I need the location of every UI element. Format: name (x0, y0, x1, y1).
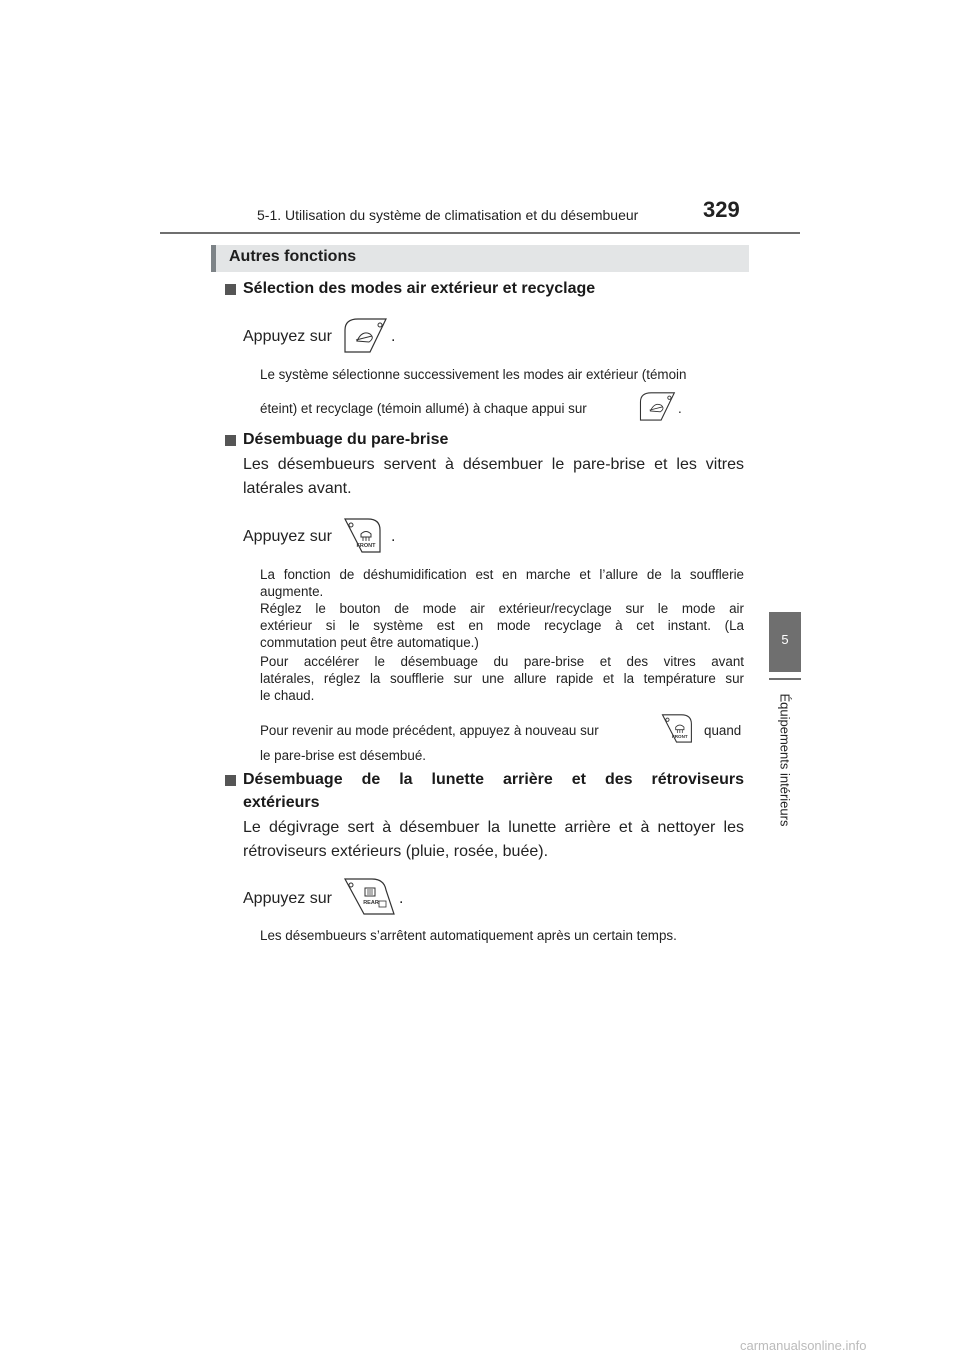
body-text: latérales avant. (243, 480, 352, 497)
note-text: Réglez le bouton de mode air extérieur/recyclage sur le mode air (260, 601, 744, 616)
press-end: . (399, 890, 404, 907)
chapter-tab-number: 5 (781, 632, 789, 647)
section-title: Autres fonctions (229, 248, 357, 265)
svg-text:REAR: REAR (363, 900, 379, 906)
bullet-square-icon (225, 284, 236, 295)
chapter-header: 5-1. Utilisation du système de climatisation et du désembueur (257, 207, 639, 223)
item-heading-recirculation: Sélection des modes air extérieur et recyclage (243, 280, 596, 297)
note-text: extérieur si le système est en mode recyclage à cet instant. (La (260, 618, 744, 633)
press-instruction: Appuyez sur (243, 528, 332, 545)
note-end: . (678, 401, 682, 416)
note-text: latérales, réglez la soufflerie sur une allure rapide et la température sur (260, 671, 744, 686)
note-text: Pour accélérer le désembuage du pare-brise et des vitres avant (260, 654, 744, 669)
watermark: carmanualsonline.info (740, 1338, 867, 1353)
chapter-tab (769, 612, 801, 672)
chapter-tab-divider (769, 678, 801, 680)
press-instruction: Appuyez sur (243, 328, 332, 345)
front-defroster-icon (342, 516, 388, 554)
press-end: . (391, 528, 396, 545)
front-defroster-button (342, 516, 388, 554)
front-defroster-button-inline (660, 712, 698, 744)
note-text: Pour revenir au mode précédent, appuyez à nouveau sur (260, 723, 599, 738)
chapter-tab-label: Équipements intérieurs (777, 693, 793, 827)
item-heading-rear-defroster: Désembuage de la lunette arrière et des rétroviseurs (243, 771, 744, 788)
note-text: Les désembueurs s’arrêtent automatiquement après un certain temps. (260, 928, 677, 943)
svg-text:FRONT: FRONT (356, 543, 376, 549)
section-title-bar (211, 245, 749, 272)
bullet-square-icon (225, 435, 236, 446)
body-text: rétroviseurs extérieurs (pluie, rosée, buée). (243, 843, 549, 860)
item-heading-windshield: Désembuage du pare-brise (243, 431, 449, 448)
page-number: 329 (703, 197, 740, 222)
rear-defroster-button (342, 876, 398, 916)
note-text: commutation peut être automatique.) (260, 635, 479, 650)
press-end: . (391, 328, 396, 345)
note-text: augmente. (260, 584, 324, 599)
note-text: le pare-brise est désembué. (260, 748, 426, 763)
note-text: La fonction de déshumidification est en marche et l’allure de la soufflerie (260, 567, 744, 582)
recirculation-button (342, 316, 388, 354)
rear-defroster-icon (342, 876, 398, 916)
body-text: Les désembueurs servent à désembuer le pare-brise et les vitres (243, 456, 744, 473)
header-divider (160, 232, 800, 234)
note-text: éteint) et recyclage (témoin allumé) à chaque appui sur (260, 401, 587, 416)
recirculation-icon (342, 316, 388, 354)
front-defroster-icon (660, 712, 698, 744)
body-text: Le dégivrage sert à désembuer la lunette arrière et à nettoyer les (243, 819, 744, 836)
press-instruction: Appuyez sur (243, 890, 332, 907)
note-text: Le système sélectionne successivement les modes air extérieur (témoin (260, 367, 687, 382)
bullet-square-icon (225, 775, 236, 786)
recirculation-button-inline (638, 390, 676, 422)
item-heading-rear-defroster: extérieurs (243, 794, 320, 811)
recirculation-icon (638, 390, 676, 422)
note-text: le chaud. (260, 688, 315, 703)
svg-text:FRONT: FRONT (672, 733, 688, 739)
note-text: quand (704, 723, 742, 738)
